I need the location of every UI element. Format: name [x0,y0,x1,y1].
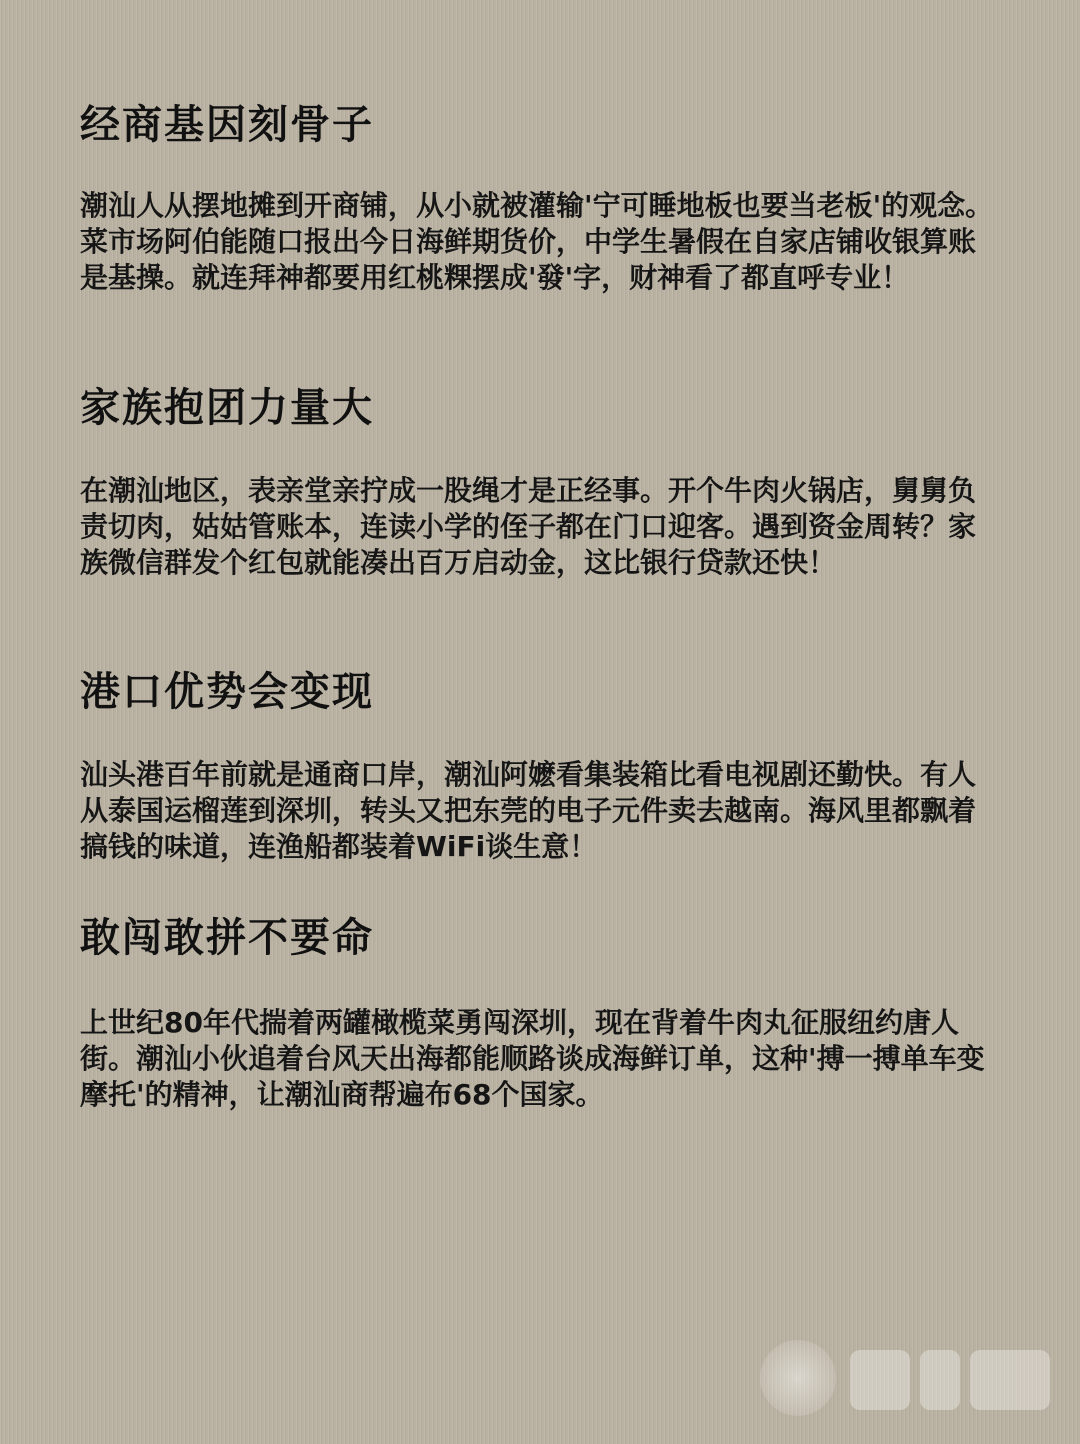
section-paragraph: 汕头港百年前就是通商口岸，潮汕阿嬷看集装箱比看电视剧还勤快。有人从泰国运榴莲到深圳，转头又把东莞的电子元件卖去越南。海风里都飘着搞钱的味道，连渔船都装着WiFi谈生意！ [80,758,977,863]
section-family-unity [80,383,1000,579]
section-heading: 港口优势会变现 [80,669,374,715]
section-paragraph: 在潮汕地区，表亲堂亲拧成一股绳才是正经事。开个牛肉火锅店，舅舅负责切肉，姑姑管账本，连读小学的侄子都在门口迎客。遇到资金周转？家族微信群发个红包就能凑出百万启动金，这比银行贷款还快！ [80,474,977,579]
watermark-circle-icon [760,1340,836,1416]
section-heading: 经商基因刻骨子 [80,102,374,148]
section-heading: 家族抱团力量大 [80,385,374,431]
section-port-advantage [80,667,1000,863]
section-daring-spirit [80,913,1000,1111]
watermark-bar [920,1350,960,1410]
watermark-bar [850,1350,910,1410]
section-paragraph: 上世纪80年代揣着两罐橄榄菜勇闯深圳，现在背着牛肉丸征服纽约唐人街。潮汕小伙追着台风天出海都能顺路谈成海鲜订单，这种'搏一搏单车变摩托'的精神，让潮汕商帮遍布68个国家。 [80,1006,985,1111]
section-business-gene [80,100,1000,294]
section-paragraph: 潮汕人从摆地摊到开商铺，从小就被灌输'宁可睡地板也要当老板'的观念。菜市场阿伯能随口报出今日海鲜期货价，中学生暑假在自家店铺收银算账是基操。就连拜神都要用红桃粿摆成'發'字，财神看了都直呼专业！ [80,189,994,294]
watermark-logo [760,1330,1060,1430]
watermark-bar [970,1350,1050,1410]
section-heading: 敢闯敢拼不要命 [80,915,374,961]
